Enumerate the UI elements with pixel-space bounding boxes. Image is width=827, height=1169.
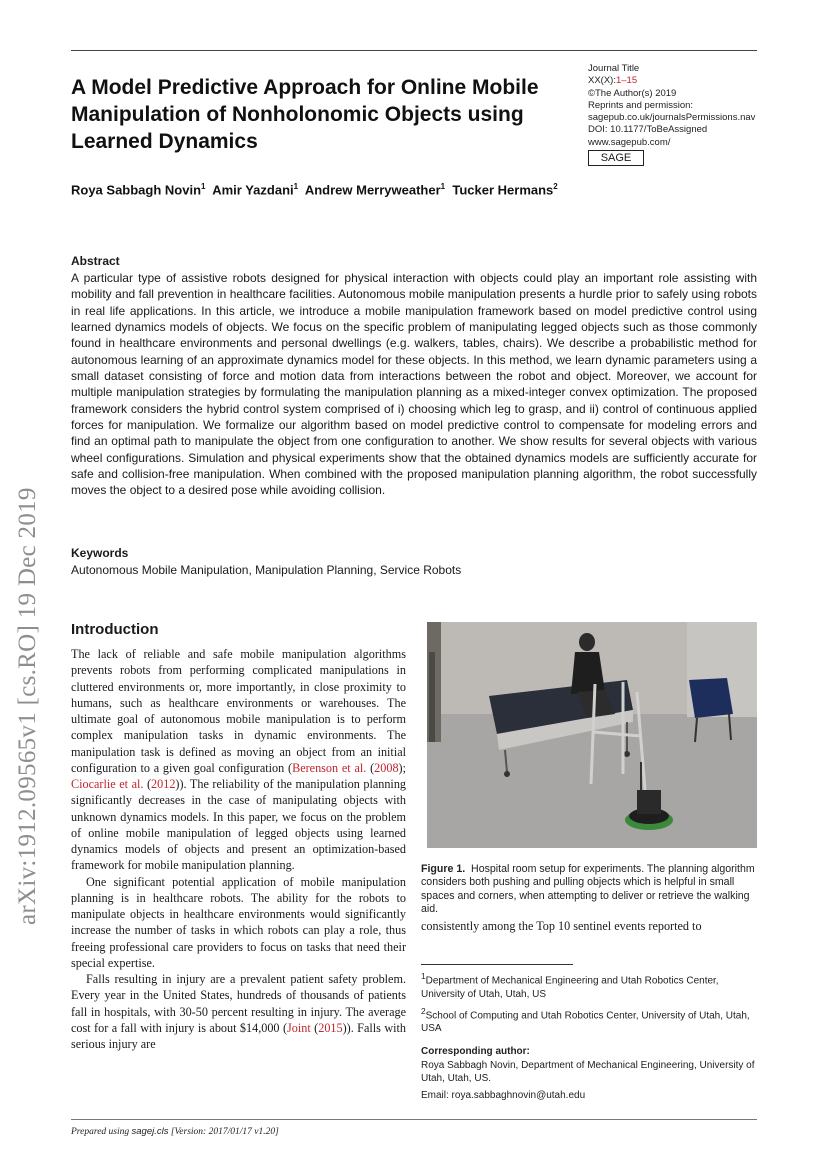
caption-text: Hospital room setup for experiments. The planning algorithm considers both pushing and pulling objects which is helpful in small spaces and corners, when attempting to deliver or retrieve the walking aid. bbox=[421, 863, 755, 915]
figure-label: Figure 1. bbox=[421, 863, 466, 875]
author-name: Roya Sabbagh Novin bbox=[71, 182, 202, 198]
author-name: Amir Yazdani bbox=[212, 182, 294, 198]
journal-doi: DOI: 10.1177/ToBeAssigned bbox=[588, 124, 708, 136]
figure-1-caption bbox=[421, 863, 757, 916]
citation-link[interactable]: Joint bbox=[287, 1020, 311, 1035]
footer-cls: sagej.cls bbox=[131, 1126, 169, 1137]
affiliation-2: $^2$School of Computing and Utah Robotics Center, University of Utah, Utah, USA bbox=[421, 1005, 750, 1035]
arxiv-stamp: arXiv:1912.09565v1 [cs.RO] 19 Dec 2019 bbox=[14, 487, 41, 925]
page-footer: Prepared using sagej.cls [Version: 2017/01/17 v1.20] bbox=[71, 1126, 279, 1137]
abstract-text: A particular type of assistive robots designed for physical interaction with objects could play an important role assisting with mobility and fall prevention in healthcare facilities. Autonomous mobile manipulation presents a hurdle prior to safely using robots in real life applications. In this article, we introduce a mobile manipulation framework based on model predictive control using learned dynamics models of objects. We focus on the specific problem of manipulating legged objects such as those commonly found in healthcare environments and personal dwellings (e.g. walkers, tables, chairs). We describe a probabilistic method for autonomous learning of an approximate dynamics model for these objects. In this method, we learn dynamic parameters using a small dataset consisting of force and motion data from interactions between the robot and object. Moreover, we account for multiple manipulation strategies by formulating the manipulation planning as a mixed-integer convex optimization. The proposed framework considers the hybrid control system comprised of i) choosing which leg to grasp, and ii) control of continuous applied forces for manipulation. We formalize our algorithm based on model predictive control to compensate for modeling errors and find an optimal path to manipulate the object from one configuration to another. We show results for several objects with various wheel configurations. Simulation and physical experiments show that the obtained dynamics models are sufficiently accurate for safe and collision-free manipulation. When combined with the proposed manipulation planning algorithm, the robot successfully moves the object to a desired pose while avoiding collision. bbox=[71, 271, 757, 498]
author-name: Tucker Hermans bbox=[452, 182, 554, 198]
footnotes bbox=[421, 970, 761, 1106]
journal-info bbox=[588, 63, 768, 149]
citation-year-link[interactable]: 2012 bbox=[151, 777, 176, 791]
intro-paragraph: The lack of reliable and safe mobile manipulation algorithms prevents robots from performing complicated manipulations in cluttered environments or, more importantly, in close proximity to humans, such as healthcare environments or warehouses. The ultimate goal of autonomous mobile manipulation is to perform complex manipulation tasks in dynamic environments. The manipulation task is defined as moving an object from an initial configuration to a given goal configuration (Berenson et al. (2008); Ciocarlie et al. (2012)). The reliability of the manipulation planning significantly decreases in the case of manipulating objects with unknown dynamics models. In this paper, we focus on the problem of online mobile manipulation of legged objects using learned dynamics models of objects and present an optimization-based framework for mobile manipulation planning. bbox=[71, 647, 407, 873]
paper-title: A Model Predictive Approach for Online Mobile Manipulation of Nonholonomic Objects using Learned Dynamics bbox=[71, 76, 539, 153]
header-rule bbox=[71, 50, 757, 51]
figure-1-photo bbox=[427, 622, 757, 848]
section-heading-introduction: Introduction bbox=[71, 621, 159, 638]
journal-site: www.sagepub.com/ bbox=[588, 136, 671, 148]
hospital-room-illustration bbox=[427, 622, 757, 848]
citation-year-link[interactable]: 2008 bbox=[374, 760, 399, 775]
journal-volume: XX(X):1–15 bbox=[588, 75, 638, 87]
intro-body bbox=[71, 646, 406, 1052]
journal-name: Journal Title bbox=[588, 63, 640, 74]
journal-reprints: Reprints and permission: bbox=[588, 99, 694, 111]
journal-copyright: ©The Author(s) 2019 bbox=[588, 87, 677, 99]
citation-link[interactable]: Ciocarlie et al. bbox=[71, 777, 144, 791]
intro-paragraph: One significant potential application of mobile manipulation planning is in healthcare robots. The ability for the robots to manipulate objects in healthcare environments would significantly increase the number of tasks in which robots can play a role, thus freeing professional care providers to focus on tasks that need their special expertise. bbox=[71, 874, 406, 970]
keywords-heading: Keywords bbox=[71, 546, 129, 560]
intro-paragraph: Falls resulting in injury are a prevalent patient safety problem. Every year in the United States, hundreds of thousands of patients fall in hospitals, with 30-50 percent resulting in injury. The average cost for a fall with injury is about $14,000 (Joint (2015)). Falls with serious injury are bbox=[71, 972, 406, 1051]
corresponding-author-heading: Corresponding author: bbox=[421, 1046, 530, 1058]
journal-permissions: sagepub.co.uk/journalsPermissions.nav bbox=[588, 112, 756, 124]
author-name: Andrew Merryweather bbox=[304, 182, 441, 198]
keywords-text: Autonomous Mobile Manipulation, Manipulation Planning, Service Robots bbox=[71, 563, 462, 577]
affiliation-mark: 2 bbox=[553, 182, 558, 191]
footer-rule bbox=[71, 1119, 757, 1120]
affiliation-mark: 1 bbox=[440, 182, 446, 191]
corresponding-author-name: Roya Sabbagh Novin, Department of Mechanical Engineering, University of Utah, Utah, US. bbox=[421, 1059, 755, 1084]
affiliation-mark: 1 bbox=[293, 182, 299, 191]
citation-year-link[interactable]: 2015 bbox=[318, 1020, 343, 1035]
footnote-rule bbox=[421, 964, 573, 965]
sage-logo: SAGE bbox=[588, 150, 644, 166]
abstract-heading: Abstract bbox=[71, 254, 120, 268]
right-column-text: consistently among the Top 10 sentinel events reported to bbox=[421, 919, 702, 933]
corresponding-author-email: Email: roya.sabbaghnovin@utah.edu bbox=[421, 1090, 586, 1102]
author-list bbox=[71, 182, 761, 197]
journal-pages-link[interactable]: 1–15 bbox=[615, 75, 638, 87]
affiliation-1: $^1$Department of Mechanical Engineering and Utah Robotics Center, University of Utah, Utah, US bbox=[421, 971, 719, 1000]
affiliation-mark: 1 bbox=[201, 182, 206, 191]
citation-link[interactable]: Berenson et al. bbox=[292, 760, 367, 775]
